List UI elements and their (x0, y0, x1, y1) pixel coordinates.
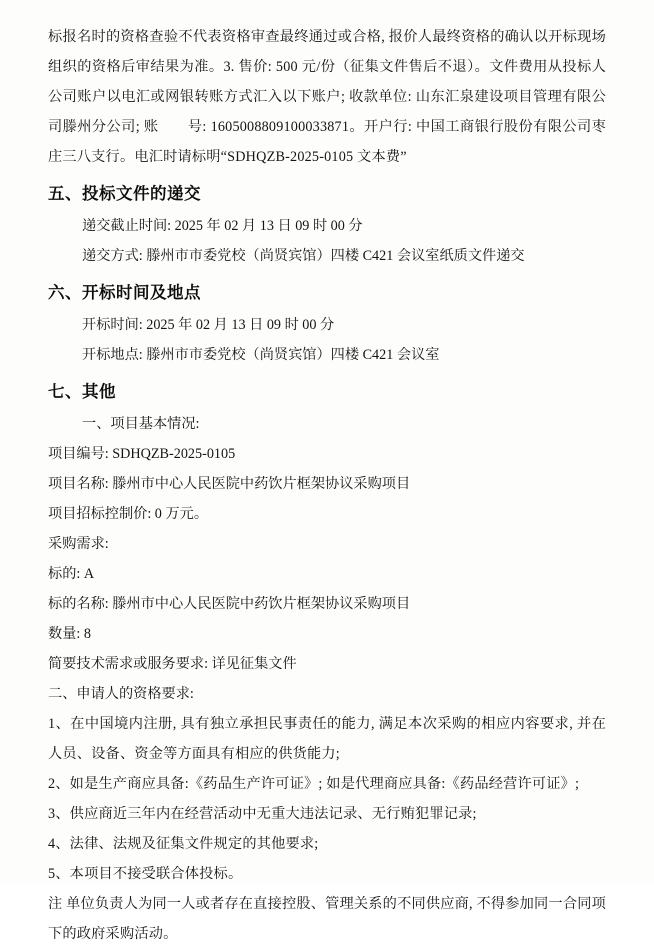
field-target-label: 标的: A (48, 566, 95, 582)
project-basic-info-heading: 一、项目基本情况: (82, 416, 200, 432)
qualification-item-3: 3、供应商近三年内在经营活动中无重大违法记录、无行贿犯罪记录; (48, 806, 477, 822)
field-project-number: 项目编号: SDHQZB-2025-0105 (48, 446, 236, 462)
qualification-heading: 二、申请人的资格要求: (48, 686, 194, 702)
section-6-line-1: 开标时间: 2025 年 02 月 13 日 09 时 00 分 (82, 317, 335, 333)
qualification-item-4: 4、法律、法规及征集文件规定的其他要求; (48, 836, 319, 852)
section-heading-6: 六、开标时间及地点 (48, 283, 201, 302)
field-quantity: 数量: 8 (48, 626, 91, 642)
section-heading-5: 五、投标文件的递交 (48, 184, 201, 203)
intro-paragraph: 标报名时的资格查验不代表资格审查最终通过或合格, 报价人最终资格的确认以开标现场组织的资格后审结果为准。3. 售价: 500 元/份（征集文件售后不退）。文件费用从投标人公司账户以电汇或网银转账方式汇入以下账户; 收款单位: 山东汇泉建设项目管理有限公司滕州分公司; 账 号: 1605008809100033871。开户行: 中国工商银行股份有限公司枣庄三八支行。电汇时请标明“SDHQZB-2025-0105 文本费” (48, 29, 606, 165)
field-procurement-demand: 采购需求: (48, 536, 109, 552)
note-paragraph: 注 单位负责人为同一人或者存在直接控股、管理关系的不同供应商, 不得参加同一合同项下的政府采购活动。 (48, 896, 606, 942)
field-control-price: 项目招标控制价: 0 万元。 (48, 506, 209, 522)
field-target-name: 标的名称: 滕州市中心人民医院中药饮片框架协议采购项目 (48, 596, 411, 612)
qualification-item-2: 2、如是生产商应具备:《药品生产许可证》; 如是代理商应具备:《药品经营许可证》; (48, 776, 580, 792)
section-6-line-2: 开标地点: 滕州市市委党校（尚贤宾馆）四楼 C421 会议室 (82, 347, 440, 363)
qualification-item-5: 5、本项目不接受联合体投标。 (48, 866, 243, 882)
section-5-line-2: 递交方式: 滕州市市委党校（尚贤宾馆）四楼 C421 会议室纸质文件递交 (82, 248, 525, 264)
field-technical-requirements: 简要技术需求或服务要求: 详见征集文件 (48, 656, 297, 672)
section-heading-7: 七、其他 (48, 382, 116, 401)
field-project-name: 项目名称: 滕州市中心人民医院中药饮片框架协议采购项目 (48, 476, 411, 492)
qualification-item-1: 1、在中国境内注册, 具有独立承担民事责任的能力, 满足本次采购的相应内容要求, 并在人员、设备、资金等方面具有相应的供货能力; (48, 716, 606, 762)
section-5-line-1: 递交截止时间: 2025 年 02 月 13 日 09 时 00 分 (82, 218, 363, 234)
